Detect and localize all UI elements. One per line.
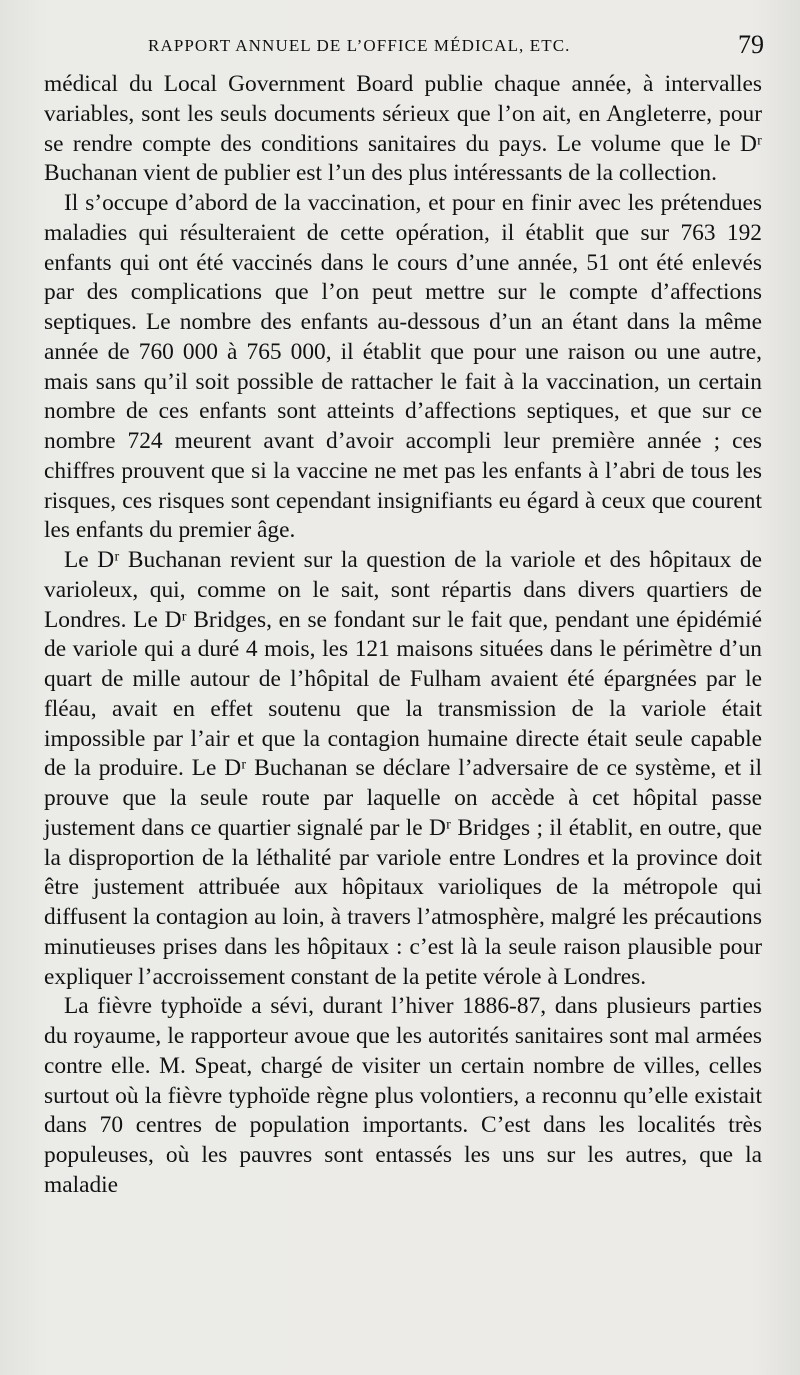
paragraph-smallpox-hospitals: Le Dʳ Buchanan revient sur la question de la variole et des hôpitaux de varioleux, qui, comme on le sait, sont répartis dans divers quartiers de Londres. Le Dʳ Bridges, en se fondant sur le fait que, pendant une épidémié de variole qui a duré 4 mois, les 121 maisons situées dans le périmètre d’un quart de mille autour de l’hôpital de Fulham avaient été épargnées par le fléau, avait en effet soutenu que la transmission de la variole était impossible par l’air et que la contagion humaine directe était seule capable de la produire. Le Dʳ Buchanan se déclare l’adversaire de ce système, et il prouve que la seule route par laquelle on accède à cet hôpital passe justement dans ce quartier signalé par le Dʳ Bridges ; il établit, en outre, que la disproportion de la léthalité par variole entre Londres et la province doit être justement attribuée aux hôpitaux varioliques de la métropole qui diffusent la contagion au loin, à travers l’atmosphère, malgré les précautions minutieuses prises dans les hôpitaux : c’est là la seule raison plausible pour expliquer l’accroissement constant de la petite vérole à Londres.	[44, 547, 762, 990]
paragraph-typhoid-fever: La fièvre typhoïde a sévi, durant l’hiver 1886-87, dans plusieurs parties du royaume, le rapporteur avoue que les autorités sanitaires sont mal armées contre elle. M. Speat, chargé de visiter un certain nombre de villes, celles surtout où la fièvre typhoïde règne plus volontiers, a reconnu qu’elle existait dans 70 centres de population importants. C’est dans les localités très populeuses, où les pauvres sont entassés les uns sur les autres, que la maladie	[44, 993, 762, 1198]
running-head: RAPPORT ANNUEL DE L’OFFICE MÉDICAL, ETC.	[148, 36, 571, 55]
body-text	[44, 70, 762, 1201]
paragraph-continuation: médical du Local Government Board publie chaque année, à intervalles variables, sont les seuls documents sérieux que l’on ait, en Angleterre, pour se rendre compte des conditions sanitaires du pays. Le volume que le Dʳ Buchanan vient de publier est l’un des plus intéressants de la collection.	[44, 71, 762, 187]
paragraph-vaccination: Il s’occupe d’abord de la vaccination, et pour en finir avec les prétendues maladies qui résulteraient de cette opération, il établit que sur 763 192 enfants qui ont été vaccinés dans le cours d’une année, 51 ont été enlevés par des complications que l’on peut mettre sur le compte d’affections septiques. Le nombre des enfants au-dessous d’un an étant dans la même année de 760 000 à 765 000, il établit que pour une raison ou une autre, mais sans qu’il soit possible de rattacher le fait à la vaccination, un certain nombre de ces enfants sont atteints d’affections septiques, et que sur ce nombre 724 meurent avant d’avoir accompli leur première année ; ces chiffres prouvent que si la vaccine ne met pas les enfants à l’abri de tous les risques, ces risques sont cependant insignifiants eu égard à ceux que courent les enfants du premier âge.	[44, 190, 762, 544]
page-number: 79	[738, 30, 764, 59]
page-header	[148, 30, 764, 64]
